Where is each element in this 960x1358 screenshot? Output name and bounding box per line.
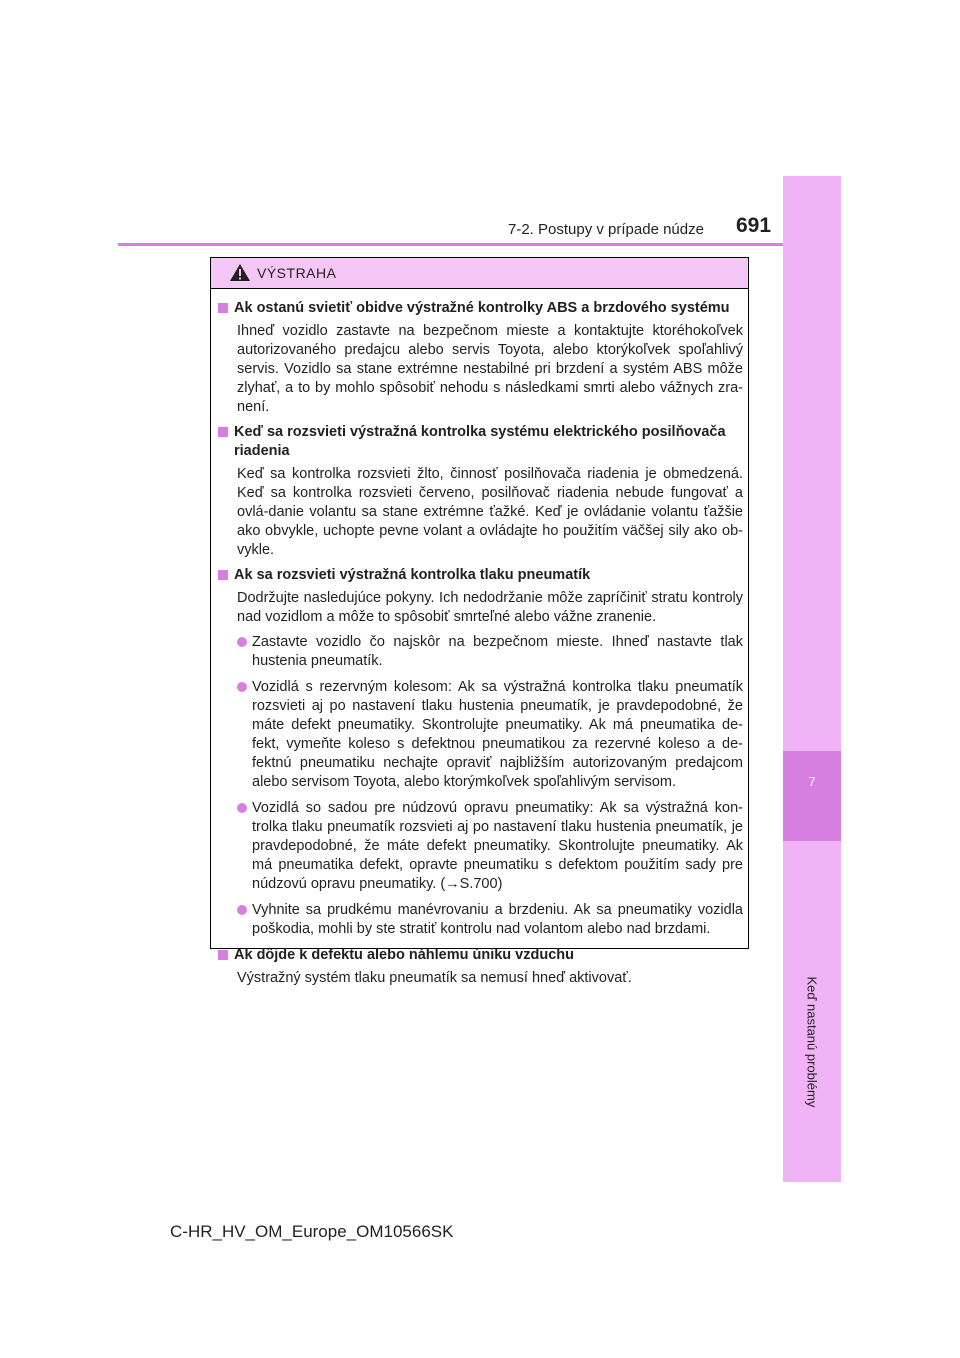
header-rule <box>118 243 783 246</box>
warning-section <box>216 566 743 939</box>
round-bullet-icon <box>237 905 247 915</box>
square-bullet-icon <box>218 427 228 437</box>
round-bullet-icon <box>237 682 247 692</box>
warning-header <box>211 258 748 289</box>
section-heading: Ak dôjde k defektu alebo náhlemu úniku vzduchu <box>234 947 574 963</box>
bullet-text: Vozidlá s rezervným kolesom: Ak sa výstražná kontrolka tlaku pneumatík rozsvieti aj po nastavení tlaku hustenia pneumatík, je pravdepodobné, že máte defekt pneumatiky. Skontrolujte pneumatiky. Ak má pneumatika de-fekt, vymeňte koleso s defektnou pneumatikou za rezervné koleso a de-fektnú pneumatiku nechajte opraviť najbližším autorizovaným predajcom alebo servisom Toyota, alebo ktorýmkoľvek spoľahlivým servisom. <box>252 679 743 790</box>
warning-section <box>216 946 743 988</box>
bullet-item <box>237 678 743 792</box>
warning-triangle-icon <box>229 263 251 282</box>
square-bullet-icon <box>218 303 228 313</box>
chapter-title: Keď nastanú problémy <box>804 976 820 1108</box>
warning-box <box>210 257 749 986</box>
chapter-number-box <box>783 751 841 841</box>
round-bullet-icon <box>237 803 247 813</box>
chapter-side-tab <box>783 176 841 1182</box>
bullet-text: Vyhnite sa prudkému manévrovaniu a brzdeniu. Ak sa pneumatiky vozidla poškodia, mohli by ste stratiť kontrolu nad volantom alebo nad brzdami. <box>252 902 743 937</box>
bullet-item <box>237 799 743 894</box>
warning-title: VÝSTRAHA <box>257 265 337 281</box>
warning-section <box>216 423 743 560</box>
bullet-item <box>237 901 743 939</box>
section-heading: Ak ostanú svietiť obidve výstražné kontrolky ABS a brzdového systému <box>234 300 730 316</box>
bullet-text: Vozidlá so sadou pre núdzovú opravu pneumatiky: Ak sa výstražná kon-trolka tlaku pneumatík rozsvieti aj po nastavení tlaku hustenia pneumatík, je pravdepodobné, že máte defekt pneumatiky. Skontrolujte pneumatiky. Ak má pneumatika defekt, opravte pneumatiku s defektom použitím sady pre núdzovú opravu pneumatiky. (→S.700) <box>252 800 743 892</box>
section-heading: Keď sa rozsvieti výstražná kontrolka systému elektrického posilňovača riadenia <box>234 424 726 459</box>
section-text: Keď sa kontrolka rozsvieti žlto, činnosť posilňovača riadenia je obmedzená. Keď sa kontrolka rozsvieti červeno, posilňovač riadenia nebude fungovať a ovlá-danie volantu sa stane extrémne ťažké. Keď je ovládanie volantu ťažšie ako obvykle, uchopte pevne volant a ovládajte ho použitím väčšej sily ako ob-vykle. <box>237 466 743 558</box>
section-text: Dodržujte nasledujúce pokyny. Ich nedodržanie môže zapríčiniť stratu kontroly nad vozidlom a môže to spôsobiť smrteľné alebo vážne zranenie. <box>237 590 743 625</box>
section-text: Ihneď vozidlo zastavte na bezpečnom mieste a kontaktujte ktoréhokoľvek autorizovaného predajcu alebo servis Toyota, alebo ktorýkoľvek spoľahlivý servis. Vozidlo sa stane extrémne nestabilné pri brzdení a systém ABS môže zlyhať, a to by mohlo spôsobiť nehodu s následkami smrti alebo vážnych zra-není. <box>237 323 743 415</box>
chapter-number: 7 <box>808 774 816 789</box>
warning-content <box>211 289 748 988</box>
section-title: 7-2. Postupy v prípade núdze <box>508 221 704 238</box>
round-bullet-icon <box>237 637 247 647</box>
section-text: Výstražný systém tlaku pneumatík sa nemusí hneď aktivovať. <box>237 970 632 986</box>
bullet-item <box>237 633 743 671</box>
warning-section <box>216 299 743 417</box>
section-heading: Ak sa rozsvieti výstražná kontrolka tlaku pneumatík <box>234 567 591 583</box>
document-code: C-HR_HV_OM_Europe_OM10566SK <box>170 1222 454 1241</box>
page-number: 691 <box>736 214 772 237</box>
bullet-text: Zastavte vozidlo čo najskôr na bezpečnom mieste. Ihneď nastavte tlak hustenia pneumatík. <box>252 634 743 669</box>
square-bullet-icon <box>218 570 228 580</box>
square-bullet-icon <box>218 950 228 960</box>
